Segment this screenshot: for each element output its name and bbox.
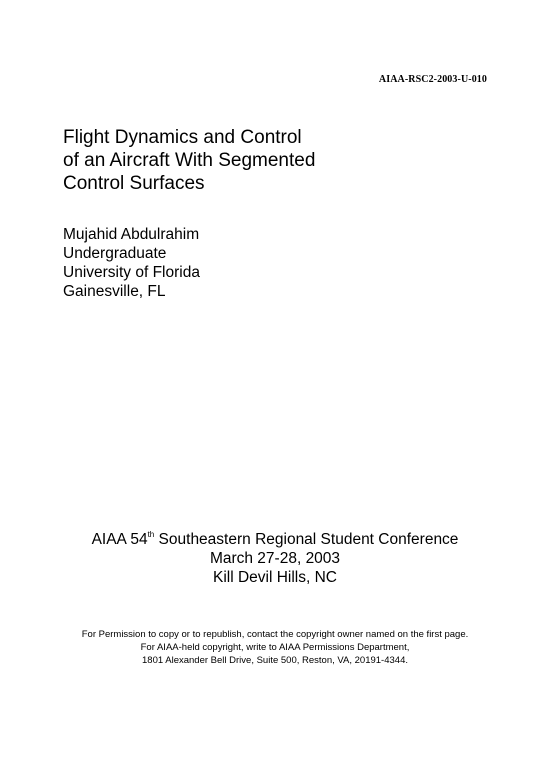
author-name: Mujahid Abdulrahim	[63, 226, 200, 243]
permission-notice	[0, 628, 550, 667]
paper-title	[63, 126, 483, 195]
title-line-1: Flight Dynamics and Control	[63, 127, 302, 148]
report-number: AIAA-RSC2-2003-U-010	[378, 74, 487, 85]
permission-line-2: For AIAA-held copyright, write to AIAA Permissions Department,	[140, 642, 410, 653]
author-affiliation: University of Florida	[63, 264, 200, 281]
conference-dates: March 27-28, 2003	[209, 550, 341, 567]
conference-prefix: AIAA 54	[91, 531, 148, 548]
conference-name-rest: Southeastern Regional Student Conference	[154, 531, 459, 548]
permission-line-3: 1801 Alexander Bell Drive, Suite 500, Reston, VA, 20191-4344.	[142, 655, 408, 666]
permission-line-1: For Permission to copy or to republish, contact the copyright owner named on the first page.	[81, 629, 469, 640]
conference-ordinal-suffix: th	[147, 530, 155, 539]
conference-block	[0, 530, 550, 587]
author-block	[63, 225, 483, 301]
author-position: Undergraduate	[63, 245, 167, 262]
conference-location: Kill Devil Hills, NC	[212, 569, 337, 586]
title-line-2: of an Aircraft With Segmented	[63, 150, 316, 171]
title-line-3: Control Surfaces	[63, 173, 205, 194]
conference-name	[0, 530, 550, 549]
author-location: Gainesville, FL	[63, 283, 166, 300]
